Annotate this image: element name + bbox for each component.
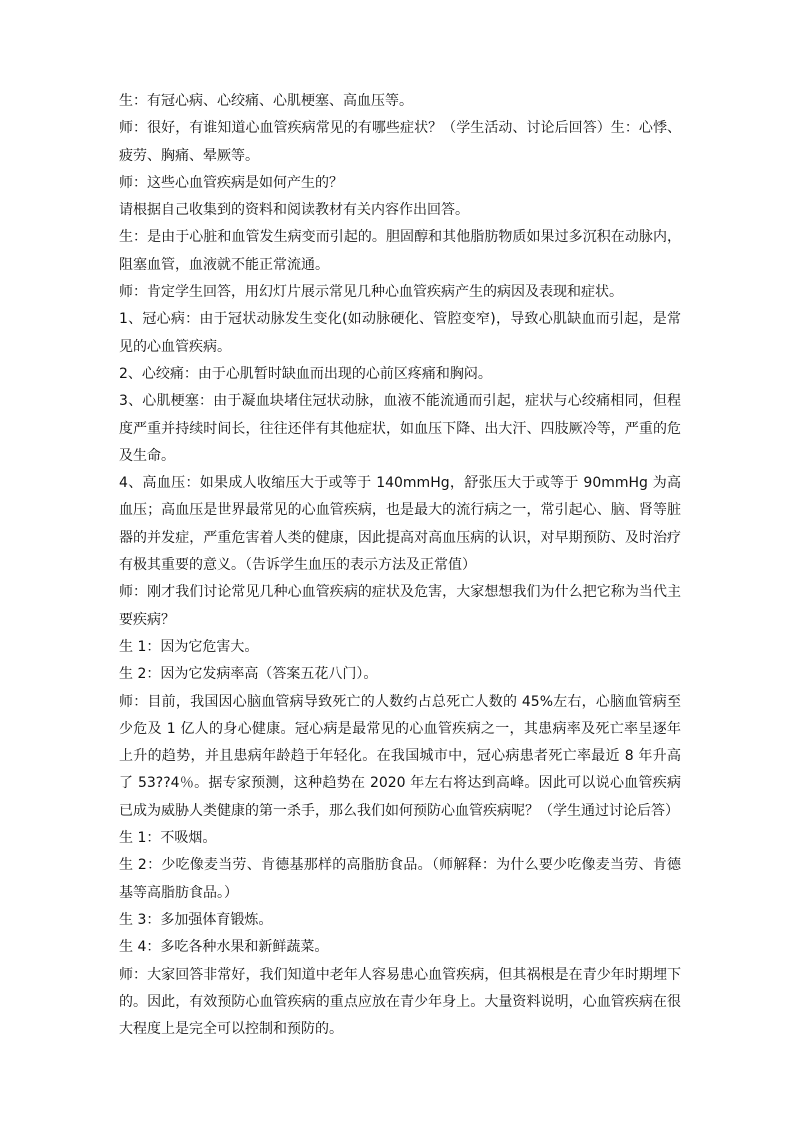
paragraph-9: 3、心肌梗塞：由于凝血块堵住冠状动脉，血液不能流通而引起，症状与心绞痛相同，但程度严重并持续时间长，往往还伴有其他症状，如血压下降、出大汗、四肢厥冷等，严重的危及生命。: [119, 393, 681, 464]
document-body: [119, 88, 681, 1043]
paragraph-15: 生 1：不吸烟。: [119, 830, 217, 847]
paragraph-18: 生 4：多吃各种水果和新鲜蔬菜。: [119, 939, 329, 956]
paragraph-2: 师：很好，有谁知道心血管疾病常见的有哪些症状？（学生活动、讨论后回答）生：心悸、疲劳、胸痛、晕厥等。: [119, 120, 681, 164]
paragraph-16: 生 2：少吃像麦当劳、肯德基那样的高脂肪食品。（师解释：为什么要少吃像麦当劳、肯德基等高脂肪食品。）: [119, 857, 681, 901]
paragraph-8: 2、心绞痛：由于心肌暂时缺血而出现的心前区疼痛和胸闷。: [119, 365, 492, 382]
paragraph-17: 生 3：多加强体育锻炼。: [119, 911, 273, 928]
paragraph-12: 生 1：因为它危害大。: [119, 638, 259, 655]
paragraph-5: 生：是由于心脏和血管发生病变而引起的。胆固醇和其他脂肪物质如果过多沉积在动脉内，阻塞血管，血液就不能正常流通。: [119, 229, 681, 273]
paragraph-14: 师：目前，我国因心脑血管病导致死亡的人数约占总死亡人数的 45%左右，心脑血管病至少危及 1 亿人的身心健康。冠心病是最常见的心血管疾病之一，其患病率及死亡率呈逐年上升的趋势，并且患病年龄趋于年轻化。在我国城市中，冠心病患者死亡率最近 8 年升高了 53??4％。据专家预测，这种趋势在 2020 年左右将达到高峰。因此可以说心血管疾病已成为威胁人类健康的第一杀手，那么我们如何预防心血管疾病呢？（学生通过讨论后答）: [119, 693, 681, 819]
paragraph-13: 生 2：因为它发病率高（答案五花八门）。: [119, 666, 378, 683]
paragraph-6: 师：肯定学生回答，用幻灯片展示常见几种心血管疾病产生的病因及表现和症状。: [119, 284, 623, 301]
paragraph-3: 师：这些心血管疾病是如何产生的？: [119, 174, 343, 191]
paragraph-4: 请根据自己收集到的资料和阅读教材有关内容作出回答。: [119, 202, 469, 219]
paragraph-1: 生：有冠心病、心绞痛、心肌梗塞、高血压等。: [119, 93, 413, 109]
paragraph-10: 4、高血压：如果成人收缩压大于或等于 140mmHg，舒张压大于或等于 90mmHg 为高血压；高血压是世界最常见的心血管疾病，也是最大的流行病之一，常引起心、脑、肾等脏器的并发症，严重危害着人类的健康，因此提高对高血压病的认识，对早期预防、及时治疗有极其重要的意义。（告诉学生血压的表示方法及正常值）: [119, 475, 681, 574]
paragraph-19: 师：大家回答非常好，我们知道中老年人容易患心血管疾病，但其祸根是在青少年时期埋下的。因此，有效预防心血管疾病的重点应放在青少年身上。大量资料说明，心血管疾病在很大程度上是完全可以控制和预防的。: [119, 966, 681, 1038]
paragraph-7: 1、冠心病：由于冠状动脉发生变化(如动脉硬化、管腔变窄)，导致心肌缺血而引起，是常见的心血管疾病。: [119, 311, 681, 355]
paragraph-11: 师：刚才我们讨论常见几种心血管疾病的症状及危害，大家想想我们为什么把它称为当代主要疾病？: [119, 584, 681, 628]
